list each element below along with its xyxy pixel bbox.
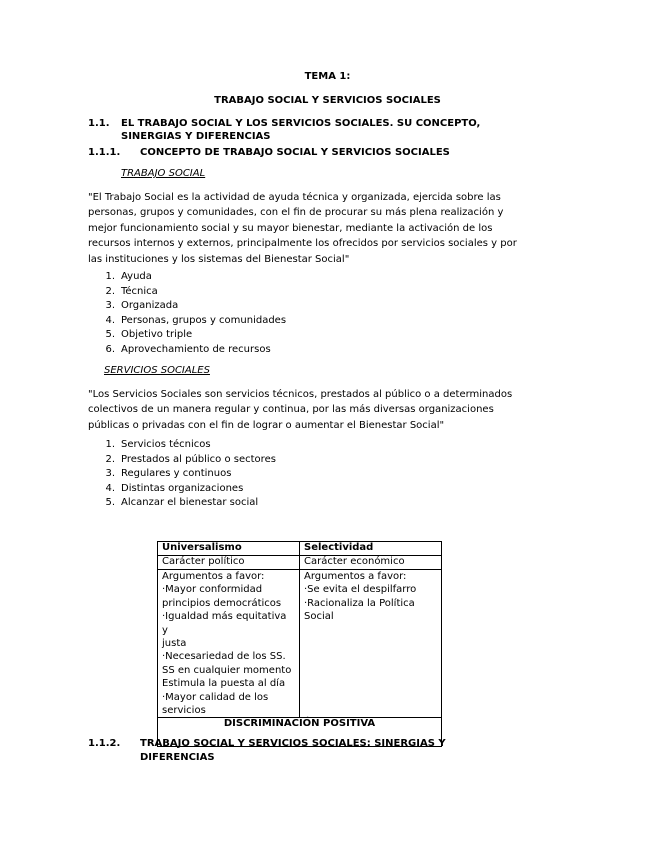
section-1-1-2-number: 1.1.2. [88, 738, 121, 749]
definition-line: recursos internos y externos, principalmente los ofrecidos por servicios sociales y por [88, 238, 517, 250]
list-item: 2. Prestados al público o sectores [105, 453, 276, 465]
argument-line: ·Igualdad más equitativa y [162, 611, 287, 636]
argument-line: principios democráticos [162, 597, 282, 609]
table-header-universalismo: Universalismo [158, 542, 300, 556]
table-cell-universalismo-args [158, 570, 300, 718]
table-row [158, 556, 442, 570]
argument-line: ·Se evita el despilfarro [304, 584, 417, 596]
definition-line: "El Trabajo Social es la actividad de ayuda técnica y organizada, ejercida sobre las [88, 192, 501, 203]
argument-line: justa [162, 638, 187, 650]
argument-line: Social [304, 611, 334, 623]
argument-line: ·Mayor conformidad [162, 584, 263, 596]
list-item: 2. Técnica [105, 285, 158, 297]
argument-line: ·Racionaliza la Política [304, 597, 415, 609]
table-header-row [158, 542, 442, 556]
list-item: 5. Alcanzar el bienestar social [105, 497, 259, 509]
argument-line: Argumentos a favor: [304, 571, 407, 582]
table-cell-caracter-politico: Carácter político [158, 556, 300, 570]
section-1-1-1-number: 1.1.1. [88, 147, 121, 158]
trabajo-social-definition [88, 190, 518, 267]
section-1-1-number: 1.1. [88, 118, 110, 129]
trabajo-social-heading: TRABAJO SOCIAL [121, 168, 206, 179]
argument-line: Argumentos a favor: [162, 571, 265, 582]
definition-line: "Los Servicios Sociales son servicios técnicos, prestados al público o a determinados [88, 389, 513, 400]
section-1-1-title-line1: EL TRABAJO SOCIAL Y LOS SERVICIOS SOCIALES. SU CONCEPTO, [121, 118, 481, 129]
section-1-1-2-title-line2: DIFERENCIAS [140, 752, 215, 763]
servicios-sociales-list [101, 438, 276, 511]
argument-line: servicios [162, 705, 206, 717]
section-1-1-title-line2: SINERGIAS Y DIFERENCIAS [121, 131, 271, 142]
list-item: 3. Organizada [105, 300, 179, 312]
list-item: 5. Objetivo triple [105, 329, 193, 341]
definition-line: públicas o privadas con el fin de lograr o aumentar el Bienestar Social" [88, 419, 445, 431]
list-item: 1. Ayuda [105, 271, 152, 282]
section-1-1-1-title: CONCEPTO DE TRABAJO SOCIAL Y SERVICIOS SOCIALES [140, 147, 450, 158]
servicios-sociales-heading: SERVICIOS SOCIALES [104, 365, 210, 376]
tema-label: TEMA 1: [304, 71, 351, 82]
table-cell-selectividad-args [300, 570, 442, 718]
table-row [158, 570, 442, 718]
list-item: 6. Aprovechamiento de recursos [105, 343, 271, 355]
discriminacion-positiva: DISCRIMINACIÓN POSITIVA [158, 718, 442, 747]
main-title: TRABAJO SOCIAL Y SERVICIOS SOCIALES [214, 95, 441, 106]
argument-line: ·Necesariedad de los SS. [162, 651, 286, 663]
list-item: 4. Distintas organizaciones [105, 482, 244, 494]
argument-line: Estimula la puesta al día [162, 678, 286, 690]
trabajo-social-list [101, 270, 286, 358]
definition-line: personas, grupos y comunidades, con el fin de procurar su más plena realización y [88, 207, 504, 219]
list-item: 4. Personas, grupos y comunidades [105, 314, 287, 326]
table-header-selectividad: Selectividad [300, 542, 442, 556]
definition-line: mejor funcionamiento social y su mayor bienestar, mediante la activación de los [88, 222, 493, 234]
definition-line: las instituciones y los sistemas del Bienestar Social" [88, 253, 350, 265]
comparison-table [157, 541, 442, 747]
servicios-sociales-definition [88, 387, 518, 433]
definition-line: colectivos de un manera regular y continua, por las más diversas organizaciones [88, 404, 494, 416]
argument-line: SS en cualquier momento [162, 664, 292, 676]
list-item: 1. Servicios técnicos [105, 439, 211, 450]
section-1-1-2-title-line1: TRABAJO SOCIAL Y SERVICIOS SOCIALES: SINERGIAS Y [140, 738, 446, 749]
list-item: 3. Regulares y continuos [105, 468, 232, 480]
argument-line: ·Mayor calidad de los [162, 691, 269, 703]
table-cell-caracter-economico: Carácter económico [300, 556, 442, 570]
